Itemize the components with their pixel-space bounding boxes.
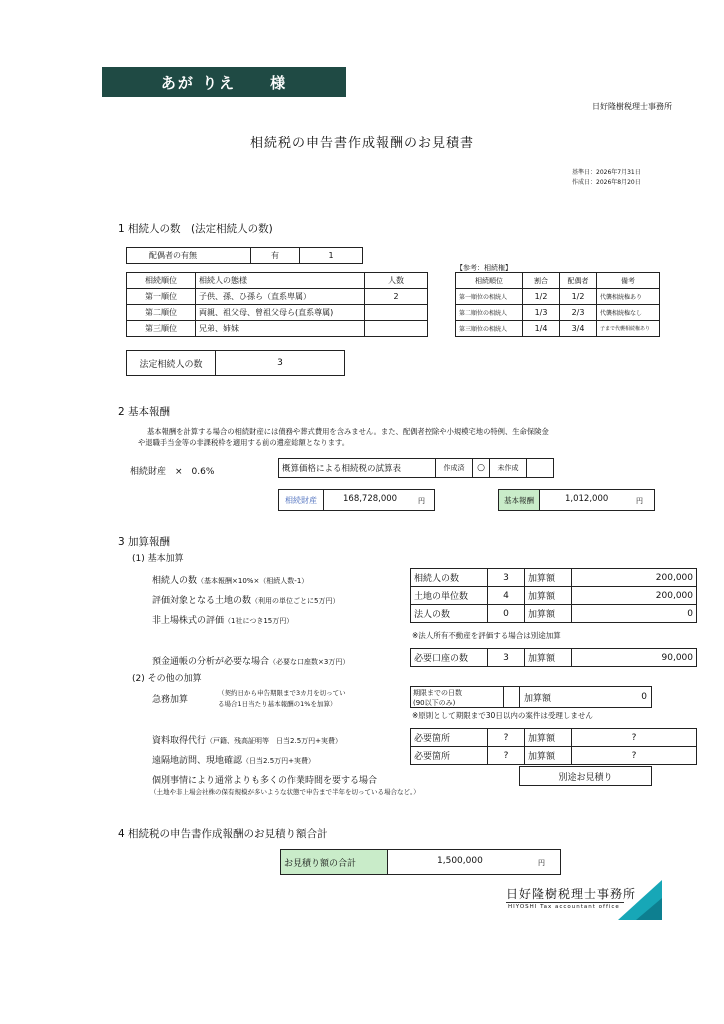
visit-unit-label: 必要箇所	[411, 747, 488, 765]
ref-note: 子まで代襲相続権あり	[597, 321, 660, 337]
add-item-label	[152, 593, 339, 606]
heir-header-rank: 相続順位	[127, 273, 196, 289]
corp-note: ※法人所有不動産を評価する場合は別途加算	[412, 631, 561, 640]
add-qty: 3	[488, 569, 525, 587]
estate-unit: 円	[418, 497, 425, 505]
table-row	[456, 321, 660, 337]
ref-note: 代襲相続権なし	[597, 305, 660, 321]
add-qty: 0	[488, 605, 525, 623]
docs-unit-label: 必要箇所	[411, 729, 488, 747]
heir-desc: 兄弟、姉妹	[196, 321, 365, 337]
legal-heirs-label: 法定相続人の数	[127, 351, 216, 376]
trial-not-done-label: 未作成	[490, 459, 527, 478]
add-item-name: 非上場株式の評価	[152, 616, 225, 626]
heir-desc: 両親、祖父母、曾祖父母ら(直系尊属)	[196, 305, 365, 321]
visit-amount-label: 加算額	[525, 747, 572, 765]
base-fee-table	[498, 489, 655, 511]
add-unit-label: 法人の数	[411, 605, 488, 623]
reference-table	[455, 272, 660, 337]
base-date-label: 基準日：	[571, 169, 596, 176]
firm-logo-text: 日好隆樹税理士事務所	[506, 887, 637, 901]
add-amount: 200,000	[572, 569, 697, 587]
logo-rule	[506, 902, 624, 903]
visit-detail: （日当2.5万円+実費）	[242, 757, 316, 765]
deposit-unit-label: 必要口座の数	[411, 649, 488, 667]
urgent-note: ※原則として期限まで30日以内の案件は受理しません	[412, 711, 593, 720]
deposit-label	[152, 654, 349, 667]
base-date: 2026年7月31日	[596, 169, 641, 176]
total-unit: 円	[538, 859, 545, 867]
heir-rank: 第三順位	[127, 321, 196, 337]
table-row	[127, 289, 428, 305]
other-add-heading: (2) その他の加算	[132, 674, 202, 684]
base-fee-unit: 円	[636, 497, 643, 505]
urgent-detail-2: る場合1日当たり基本報酬の1%を加算）	[218, 700, 337, 708]
urgent-detail-1: （契約日から申告期限まで3カ月を切ってい	[218, 689, 346, 697]
dates-block	[570, 168, 641, 188]
firm-name: 日好隆樹税理士事務所	[592, 102, 672, 111]
estate-value-cell	[324, 490, 435, 511]
ref-spouse: 2/3	[560, 305, 597, 321]
add-item-label	[152, 573, 308, 586]
visit-name: 遠隔地訪問、現地確認	[152, 756, 243, 766]
heir-header-desc: 相続人の態様	[196, 273, 365, 289]
base-fee-label: 基本報酬	[499, 490, 540, 511]
table-row	[127, 305, 428, 321]
total-table	[280, 849, 561, 875]
deposit-table	[410, 648, 697, 667]
special-detail: （土地や非上場会社株の保有規模が多いような状態で申告まで半年を切っている場合など。）	[150, 788, 420, 796]
trial-done-label: 作成済	[436, 459, 473, 478]
urgent-days-box	[410, 686, 504, 708]
add-item-label	[152, 613, 293, 626]
base-fee-value: 1,012,000	[565, 494, 609, 504]
basic-fee-note-1: 基本報酬を計算する場合の相続財産には債務や葬式費用を含みません。また、配偶者控除や小規模宅地の特例、生命保険金	[147, 427, 549, 436]
table-row	[411, 569, 697, 587]
visit-label	[152, 753, 315, 766]
trial-label: 概算価格による相続税の試算表	[279, 459, 436, 478]
table-row	[411, 649, 697, 667]
urgent-amount: 0	[641, 692, 647, 702]
add-item-name: 相続人の数	[152, 576, 198, 586]
basic-fee-formula: 相続財産 × 0.6%	[130, 467, 215, 477]
urgent-amount-box	[519, 686, 652, 708]
heir-rank: 第二順位	[127, 305, 196, 321]
table-row	[411, 605, 697, 623]
created-date-label: 作成日：	[571, 179, 596, 186]
ref-note: 代襲相続権あり	[597, 289, 660, 305]
add-amount-label: 加算額	[525, 605, 572, 623]
ref-ratio: 1/3	[523, 305, 560, 321]
basic-fee-note-2: や退職手当金等の非課税枠を適用する前の遺産総額となります。	[138, 438, 350, 447]
deposit-amount: 90,000	[572, 649, 697, 667]
created-date: 2026年8月20日	[596, 179, 641, 186]
ref-spouse: 3/4	[560, 321, 597, 337]
table-row	[456, 305, 660, 321]
table-row	[127, 321, 428, 337]
table-row	[411, 747, 697, 765]
docs-amount-label: 加算額	[525, 729, 572, 747]
trial-table	[278, 458, 554, 478]
client-name-banner: あが りえ 様	[102, 67, 346, 97]
section4-heading: 4 相続税の申告書作成報酬のお見積り額合計	[118, 828, 328, 840]
document-title: 相続税の申告書作成報酬のお見積書	[249, 136, 474, 151]
trial-done-mark: ○	[473, 459, 490, 478]
trial-not-done-mark	[527, 459, 554, 478]
base-fee-value-cell	[540, 490, 655, 511]
section3-heading: 3 加算報酬	[118, 536, 171, 548]
urgent-days-value	[503, 686, 520, 708]
table-row	[411, 729, 697, 747]
add-amount: 200,000	[572, 587, 697, 605]
docs-name: 資料取得代行	[152, 736, 207, 746]
add-unit-label: 土地の単位数	[411, 587, 488, 605]
section1-heading: 1 相続人の数 (法定相続人の数)	[118, 223, 273, 235]
logo-triangle-inner-icon	[636, 898, 662, 920]
total-value-cell	[388, 850, 561, 875]
ref-header-rank: 相続順位	[456, 273, 523, 289]
total-label: お見積り額の合計	[281, 850, 388, 875]
section2-heading: 2 基本報酬	[118, 406, 171, 418]
ref-spouse: 1/2	[560, 289, 597, 305]
spouse-label: 配偶者の有無	[127, 248, 251, 264]
basic-add-heading: (1) 基本加算	[132, 554, 184, 564]
ref-ratio: 1/4	[523, 321, 560, 337]
docs-label	[152, 733, 342, 746]
add-item-detail: （利用の単位ごとに5万円）	[251, 597, 340, 605]
total-value: 1,500,000	[437, 856, 483, 866]
special-label: 個別事情により通常よりも多くの作業時間を要する場合	[152, 776, 378, 786]
legal-heirs-table	[126, 350, 345, 376]
special-value: 別途お見積り	[519, 766, 652, 786]
spouse-value: 有	[251, 248, 300, 264]
ref-ratio: 1/2	[523, 289, 560, 305]
heir-count	[365, 321, 428, 337]
heir-count	[365, 305, 428, 321]
add-amount: 0	[572, 605, 697, 623]
estate-value: 168,728,000	[343, 494, 398, 504]
docs-qty: ?	[488, 729, 525, 747]
add-amount-label: 加算額	[525, 587, 572, 605]
table-row	[411, 587, 697, 605]
heir-rank: 第一順位	[127, 289, 196, 305]
urgent-days-label: 期限までの日数	[413, 689, 462, 697]
deposit-detail: （必要な口座数×3万円）	[269, 658, 350, 666]
add-item-name: 評価対象となる土地の数	[152, 596, 252, 606]
spouse-table	[126, 247, 363, 264]
urgent-label: 急務加算	[152, 695, 189, 705]
ref-header-spouse: 配偶者	[560, 273, 597, 289]
basic-add-table	[410, 568, 697, 623]
legal-heirs-value: 3	[216, 351, 345, 376]
reference-title: 【参考：相続権】	[456, 264, 512, 272]
deposit-amount-label: 加算額	[525, 649, 572, 667]
add-amount-label: 加算額	[525, 569, 572, 587]
spouse-count: 1	[300, 248, 363, 264]
add-item-detail: （基本報酬×10%×（相続人数-1）	[197, 577, 309, 585]
ref-rank: 第三順位の相続人	[456, 321, 523, 337]
heir-table	[126, 272, 428, 337]
estate-table	[278, 489, 435, 511]
visit-amount: ?	[572, 747, 697, 765]
urgent-days-sub: (90以下のみ)	[413, 699, 456, 707]
other-add-table	[410, 728, 697, 765]
heir-count: 2	[365, 289, 428, 305]
deposit-name: 預金通帳の分析が必要な場合	[152, 657, 270, 667]
ref-header-note: 備考	[597, 273, 660, 289]
estate-label: 相続財産	[279, 490, 324, 511]
docs-amount: ?	[572, 729, 697, 747]
ref-rank: 第二順位の相続人	[456, 305, 523, 321]
ref-rank: 第一順位の相続人	[456, 289, 523, 305]
add-unit-label: 相続人の数	[411, 569, 488, 587]
heir-desc: 子供、孫、ひ孫ら（直系卑属）	[196, 289, 365, 305]
add-qty: 4	[488, 587, 525, 605]
deposit-qty: 3	[488, 649, 525, 667]
ref-header-ratio: 割合	[523, 273, 560, 289]
urgent-amount-label: 加算額	[524, 693, 552, 704]
visit-qty: ?	[488, 747, 525, 765]
docs-detail: （戸籍、残高証明等 日当2.5万円+実費）	[206, 737, 343, 745]
add-item-detail: （1社につき15万円）	[224, 617, 294, 625]
firm-logo-subtext: HIYOSHI Tax accountant office	[508, 904, 620, 910]
heir-header-count: 人数	[365, 273, 428, 289]
table-row	[456, 289, 660, 305]
